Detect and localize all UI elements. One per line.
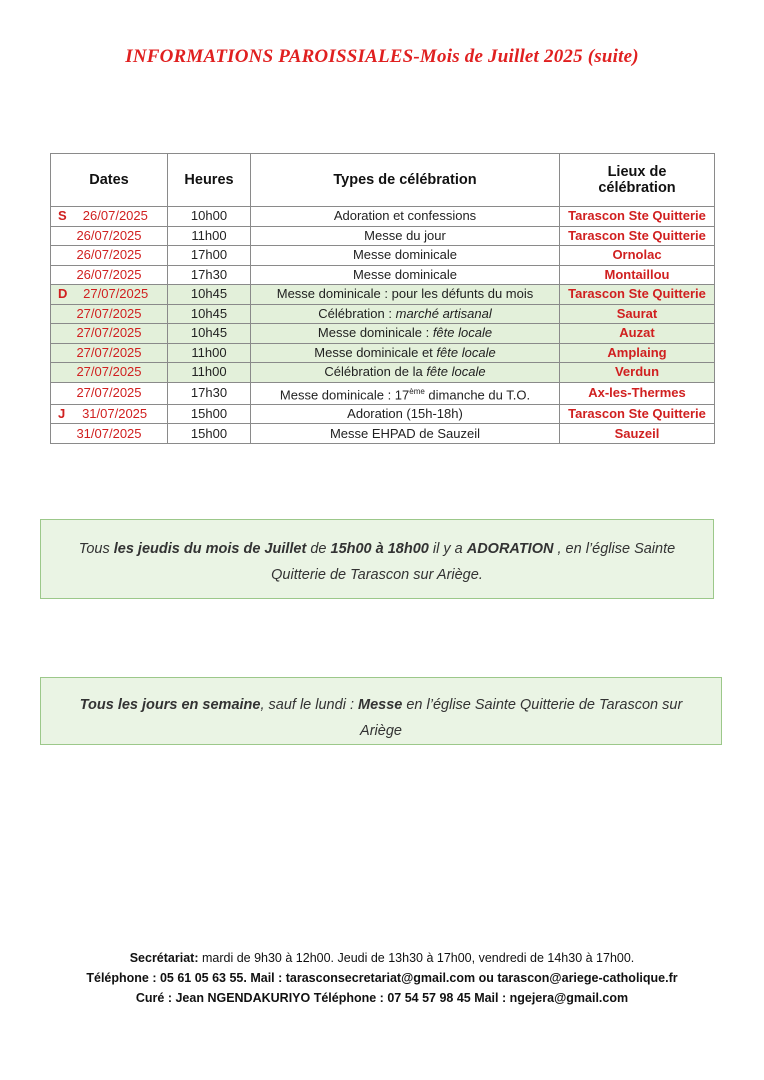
notice-text: Tous [78, 541, 114, 557]
row-date: 27/07/2025 [51, 343, 168, 363]
row-type [251, 324, 560, 344]
date-value: 26/07/2025 [82, 208, 148, 224]
type-text: Messe dominicale et [314, 344, 437, 360]
notice-text: en l’église Sainte Quitterie de Tarascon sur Ariège [360, 697, 683, 739]
row-hour: 11h00 [168, 343, 251, 363]
table-row [51, 265, 715, 285]
row-place: Ax-les-Thermes [560, 382, 715, 404]
date-value: 27/07/2025 [83, 286, 149, 302]
table-row [51, 382, 715, 404]
row-date: 27/07/2025 [51, 363, 168, 383]
day-prefix: J [58, 406, 66, 422]
type-text-end: dimanche du T.O. [424, 386, 531, 402]
row-hour: 11h00 [168, 363, 251, 383]
table-row [51, 363, 715, 383]
footer-line-secretariat [0, 948, 764, 968]
type-italic: fête locale [436, 344, 496, 360]
row-date: 26/07/2025 [51, 246, 168, 266]
row-hour: 15h00 [168, 404, 251, 424]
row-hour: 10h45 [168, 285, 251, 305]
row-date [51, 285, 168, 305]
table-row [51, 343, 715, 363]
footer-contact [0, 948, 764, 1008]
row-type [251, 363, 560, 383]
type-italic: fête locale [432, 325, 493, 341]
row-place: Amplaing [560, 343, 715, 363]
table-row [51, 226, 715, 246]
notice-bold: ADORATION [466, 541, 554, 557]
row-date [51, 404, 168, 424]
row-date: 27/07/2025 [51, 304, 168, 324]
table-row [51, 246, 715, 266]
row-hour: 10h00 [168, 207, 251, 227]
row-place: Saurat [560, 304, 715, 324]
header-types: Types de célébration [251, 154, 560, 207]
row-hour: 17h30 [168, 265, 251, 285]
row-place: Tarascon Ste Quitterie [560, 226, 715, 246]
weekday-mass-notice [40, 677, 722, 745]
header-places-line1: Lieux de [607, 164, 667, 180]
row-type: Messe dominicale [251, 265, 560, 285]
table-row [51, 304, 715, 324]
row-place: Tarascon Ste Quitterie [560, 207, 715, 227]
table-row [51, 285, 715, 305]
notice-bold: Messe [358, 697, 403, 713]
table-row [51, 207, 715, 227]
row-place: Tarascon Ste Quitterie [560, 285, 715, 305]
notice-text: il y a [428, 541, 467, 557]
row-place: Montaillou [560, 265, 715, 285]
schedule-table [50, 153, 715, 444]
table-header-row [51, 154, 715, 207]
row-hour: 10h45 [168, 324, 251, 344]
day-prefix: D [58, 286, 68, 302]
row-hour: 11h00 [168, 226, 251, 246]
type-text: Messe dominicale : 17 [279, 386, 410, 402]
footer-line-phone [0, 968, 764, 988]
type-text: Messe dominicale : [317, 325, 433, 341]
secretariat-label: Secrétariat: [129, 951, 199, 965]
phone-mail-text: Téléphone : 05 61 05 63 55. Mail : tarasconsecretariat@gmail.com ou tarascon@ariege-catholique.fr [86, 971, 678, 985]
notice-text: , en l’église Sainte Quitterie de Tarascon sur Ariège. [271, 541, 676, 583]
type-text: Célébration : [318, 305, 396, 321]
row-type: Adoration et confessions [251, 207, 560, 227]
row-type [251, 382, 560, 404]
type-italic: marché artisanal [395, 305, 492, 321]
row-type: Messe EHPAD de Sauzeil [251, 424, 560, 444]
row-date: 31/07/2025 [51, 424, 168, 444]
row-place: Sauzeil [560, 424, 715, 444]
page-title: INFORMATIONS PAROISSIALES-Mois de Juillet 2025 (suite) [125, 46, 639, 67]
row-hour: 15h00 [168, 424, 251, 444]
row-date: 26/07/2025 [51, 226, 168, 246]
header-places [560, 154, 715, 207]
type-text: Célébration de la [324, 364, 427, 380]
row-hour: 17h30 [168, 382, 251, 404]
table-row [51, 404, 715, 424]
row-type [251, 343, 560, 363]
adoration-notice [40, 519, 714, 599]
row-type: Messe du jour [251, 226, 560, 246]
table-row [51, 424, 715, 444]
row-date: 27/07/2025 [51, 324, 168, 344]
row-type: Adoration (15h-18h) [251, 404, 560, 424]
notice-text: de [306, 541, 331, 557]
cure-contact-text: Curé : Jean NGENDAKURIYO Téléphone : 07 54 57 98 45 Mail : ngejera@gmail.com [135, 991, 629, 1005]
row-hour: 17h00 [168, 246, 251, 266]
secretariat-hours: mardi de 9h30 à 12h00. Jeudi de 13h30 à 17h00, vendredi de 14h30 à 17h00. [198, 951, 635, 965]
row-place: Ornolac [560, 246, 715, 266]
row-place: Auzat [560, 324, 715, 344]
date-value: 31/07/2025 [82, 406, 148, 422]
type-italic: fête locale [426, 364, 486, 380]
type-superscript: ème [409, 386, 425, 396]
notice-bold: 15h00 à 18h00 [330, 541, 429, 557]
row-hour: 10h45 [168, 304, 251, 324]
header-places-line2: célébration [598, 180, 676, 196]
row-type: Messe dominicale [251, 246, 560, 266]
day-prefix: S [58, 208, 67, 224]
row-date: 26/07/2025 [51, 265, 168, 285]
row-type [251, 304, 560, 324]
footer-line-cure [0, 988, 764, 1008]
row-type: Messe dominicale : pour les défunts du mois [251, 285, 560, 305]
header-dates: Dates [51, 154, 168, 207]
table-row [51, 324, 715, 344]
row-place: Verdun [560, 363, 715, 383]
row-place: Tarascon Ste Quitterie [560, 404, 715, 424]
notice-bold: les jeudis du mois de Juillet [113, 541, 307, 557]
notice-bold: Tous les jours en semaine [79, 697, 261, 713]
header-hours: Heures [168, 154, 251, 207]
row-date: 27/07/2025 [51, 382, 168, 404]
row-date [51, 207, 168, 227]
notice-text: , sauf le lundi : [260, 697, 358, 713]
